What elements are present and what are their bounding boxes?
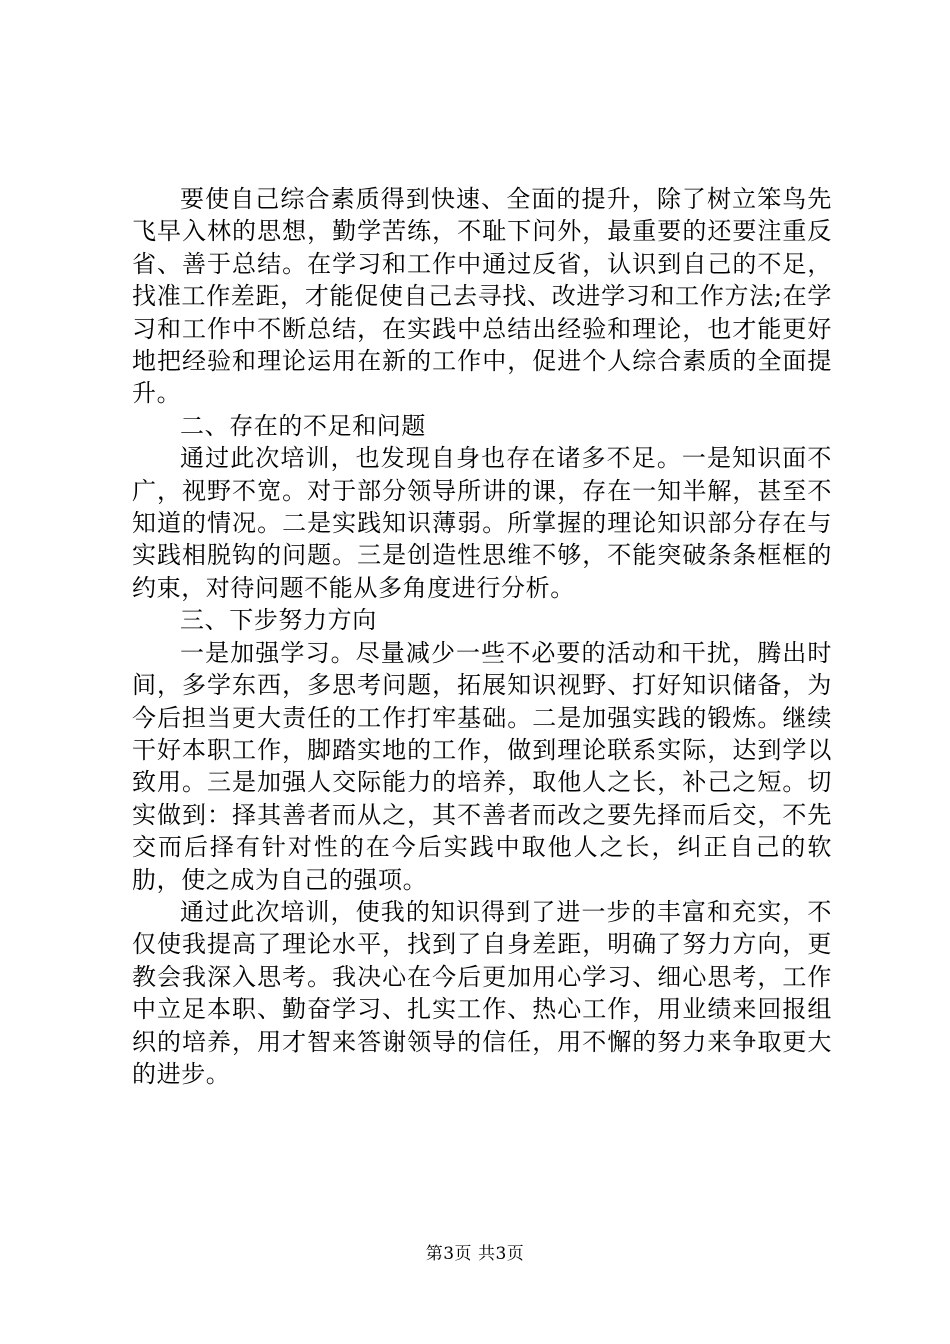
page-number-footer: 第3页 共3页 [425,1244,525,1264]
section-heading-shortcomings: 二、存在的不足和问题 [180,411,426,440]
paragraph-next-steps: 一是加强学习。尽量减少一些不必要的活动和干扰，腾出时间，多学东西，多思考问题，拓展知识视野、打好知识储备，为今后担当更大责任的工作打牢基础。二是加强实践的锻炼。继续干好本职工作，脚踏实地的工作，做到理论联系实际，达到学以致用。三是加强人交际能力的培养，取他人之长，补己之短。切实做到：择其善者而从之，其不善者而改之要先择而后交，不先交而后择有针对性的在今后实践中取他人之长，纠正自己的软肋，使之成为自己的强项。 [132,638,832,894]
paragraph-shortcomings: 通过此次培训，也发现自身也存在诸多不足。一是知识面不广，视野不宽。对于部分领导所讲的课，存在一知半解，甚至不知道的情况。二是实践知识薄弱。所掌握的理论知识部分存在与实践相脱钩的问题。三是创造性思维不够，不能突破条条框框的约束，对待问题不能从多角度进行分析。 [132,444,832,602]
section-heading-next-steps: 三、下步努力方向 [180,606,377,635]
paragraph-self-reflection: 要使自己综合素质得到快速、全面的提升，除了树立笨鸟先飞早入林的思想，勤学苦练，不耻下问外，最重要的还要注重反省、善于总结。在学习和工作中通过反省，认识到自己的不足，找准工作差距，才能促使自己去寻找、改进学习和工作方法;在学习和工作中不断总结，在实践中总结出经验和理论，也才能更好地把经验和理论运用在新的工作中，促进个人综合素质的全面提升。 [132,185,832,408]
paragraph-conclusion: 通过此次培训，使我的知识得到了进一步的丰富和充实，不仅使我提高了理论水平，找到了自身差距，明确了努力方向，更教会我深入思考。我决心在今后更加用心学习、细心思考，工作中立足本职、勤奋学习、扎实工作、热心工作，用业绩来回报组织的培养，用才智来答谢领导的信任，用不懈的努力来争取更大的进步。 [132,897,832,1088]
document-body [132,183,832,1090]
